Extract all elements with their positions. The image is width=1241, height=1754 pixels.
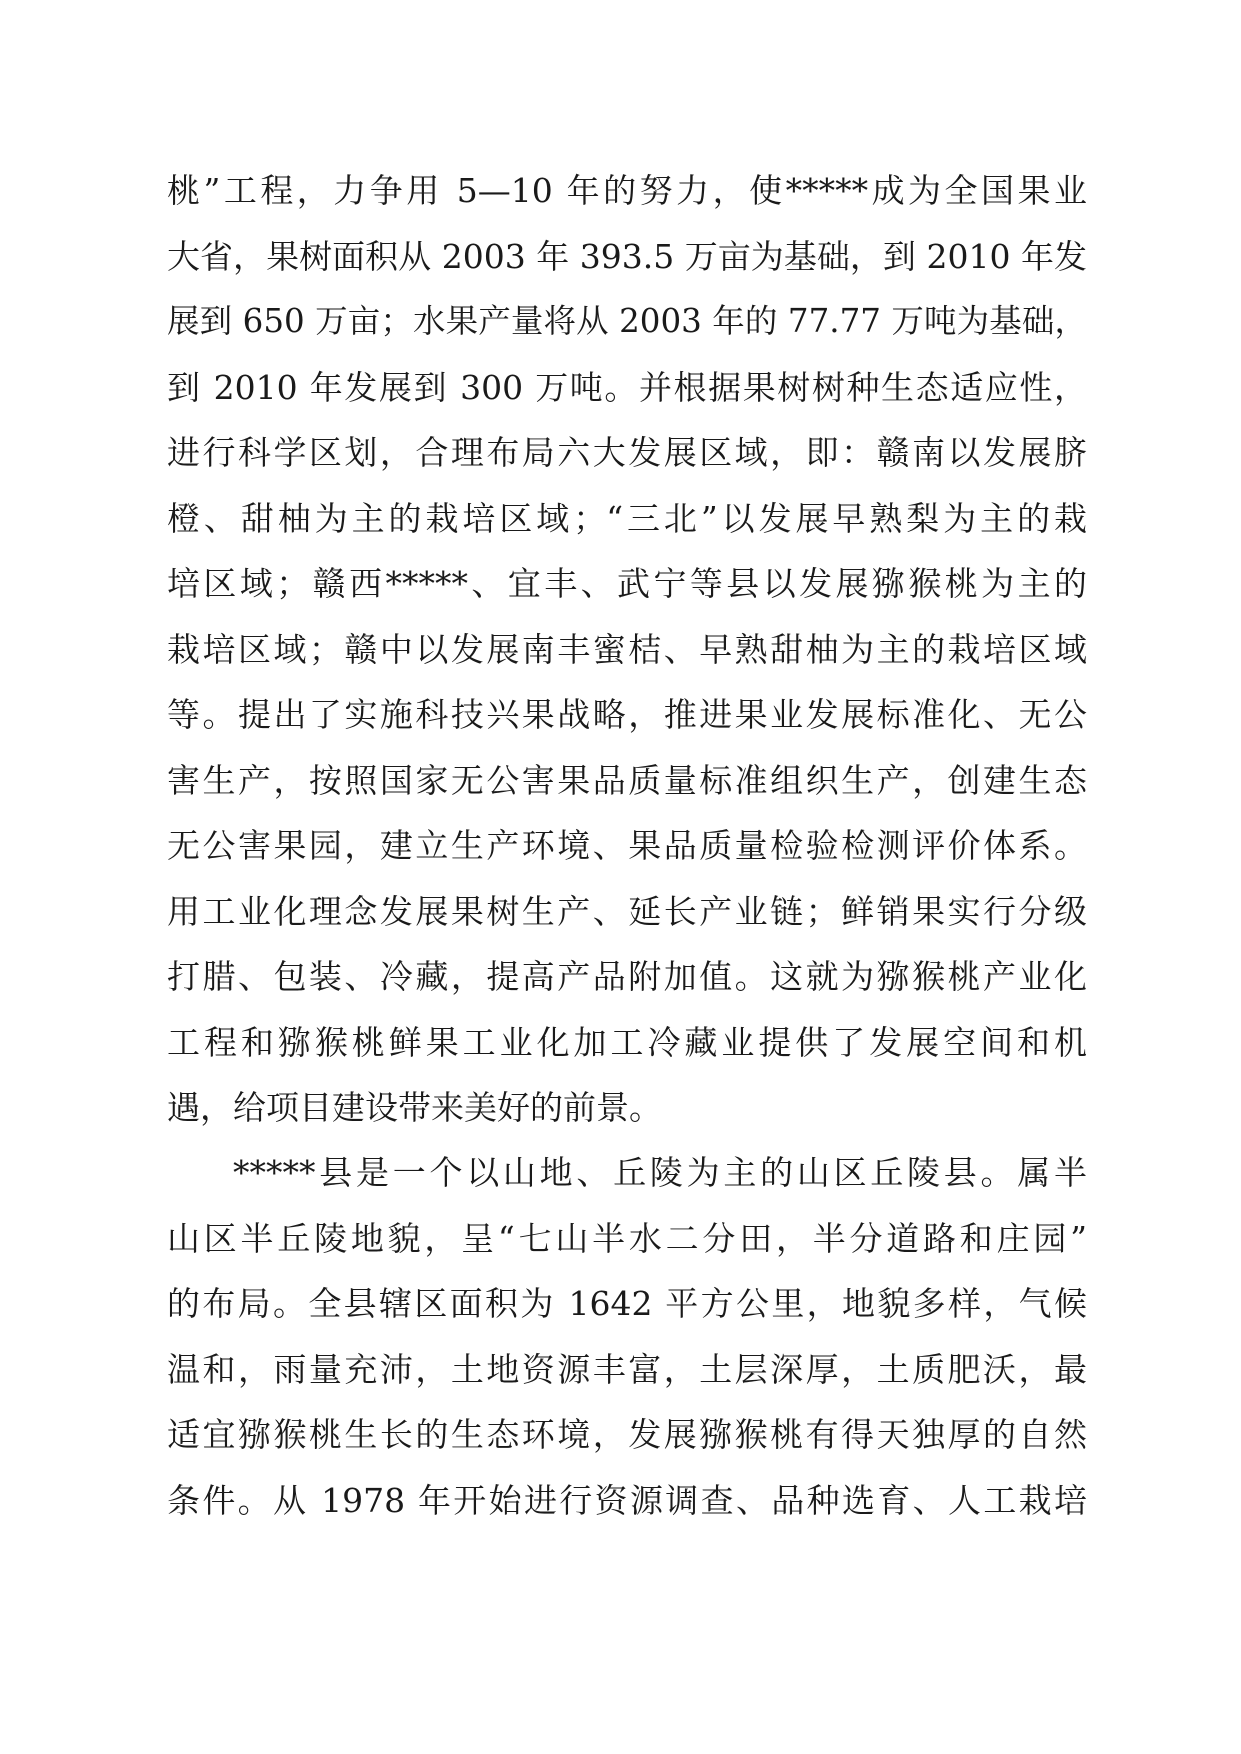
text-line: 桃”工程，力争用 5—10 年的努力，使*****成为全国果业 xyxy=(167,171,1087,210)
text-line: 适宜猕猴桃生长的生态环境，发展猕猴桃有得天独厚的自然 xyxy=(167,1415,1087,1454)
text-line: 展到 650 万亩；水果产量将从 2003 年的 77.77 万吨为基础， xyxy=(167,302,1087,340)
text-line: 培区域；赣西*****、宜丰、武宁等县以发展猕猴桃为主的 xyxy=(167,564,1087,603)
text-line: 橙、甜柚为主的栽培区域；“三北”以发展早熟梨为主的栽 xyxy=(167,498,1087,538)
text-line: 进行科学区划，合理布局六大发展区域，即：赣南以发展脐 xyxy=(167,433,1087,472)
text-line: 山区半丘陵地貌，呈“七山半水二分田，半分道路和庄园” xyxy=(167,1218,1087,1258)
text-line: 大省，果树面积从 2003 年 393.5 万亩为基础，到 2010 年发 xyxy=(167,236,1087,276)
text-line: 温和，雨量充沛，土地资源丰富，土层深厚，土质肥沃，最 xyxy=(167,1349,1087,1389)
paragraph-1 xyxy=(167,158,1087,1141)
text-line: 的布局。全县辖区面积为 1642 平方公里，地貌多样，气候 xyxy=(167,1284,1087,1323)
text-line: 无公害果园，建立生产环境、果品质量检验检测评价体系。 xyxy=(167,826,1087,865)
text-line: 用工业化理念发展果树生产、延长产业链；鲜销果实行分级 xyxy=(167,891,1087,931)
text-line: 到 2010 年发展到 300 万吨。并根据果树树种生态适应性， xyxy=(167,367,1087,407)
text-line: 害生产，按照国家无公害果品质量标准组织生产，创建生态 xyxy=(167,760,1087,800)
text-line: 工程和猕猴桃鲜果工业化加工冷藏业提供了发展空间和机 xyxy=(167,1022,1087,1062)
text-line: 打腊、包装、冷藏，提高产品附加值。这就为猕猴桃产业化 xyxy=(167,957,1087,996)
text-line: 等。提出了实施科技兴果战略，推进果业发展标准化、无公 xyxy=(167,695,1087,734)
text-line: 条件。从 1978 年开始进行资源调查、品种选育、人工栽培 xyxy=(167,1480,1087,1520)
text-line: 栽培区域；赣中以发展南丰蜜桔、早熟甜柚为主的栽培区域 xyxy=(167,629,1087,669)
paragraph-2 xyxy=(167,1140,1087,1533)
text-line: 遇，给项目建设带来美好的前景。 xyxy=(167,1088,662,1127)
text-line: *****县是一个以山地、丘陵为主的山区丘陵县。属半 xyxy=(233,1153,1087,1192)
